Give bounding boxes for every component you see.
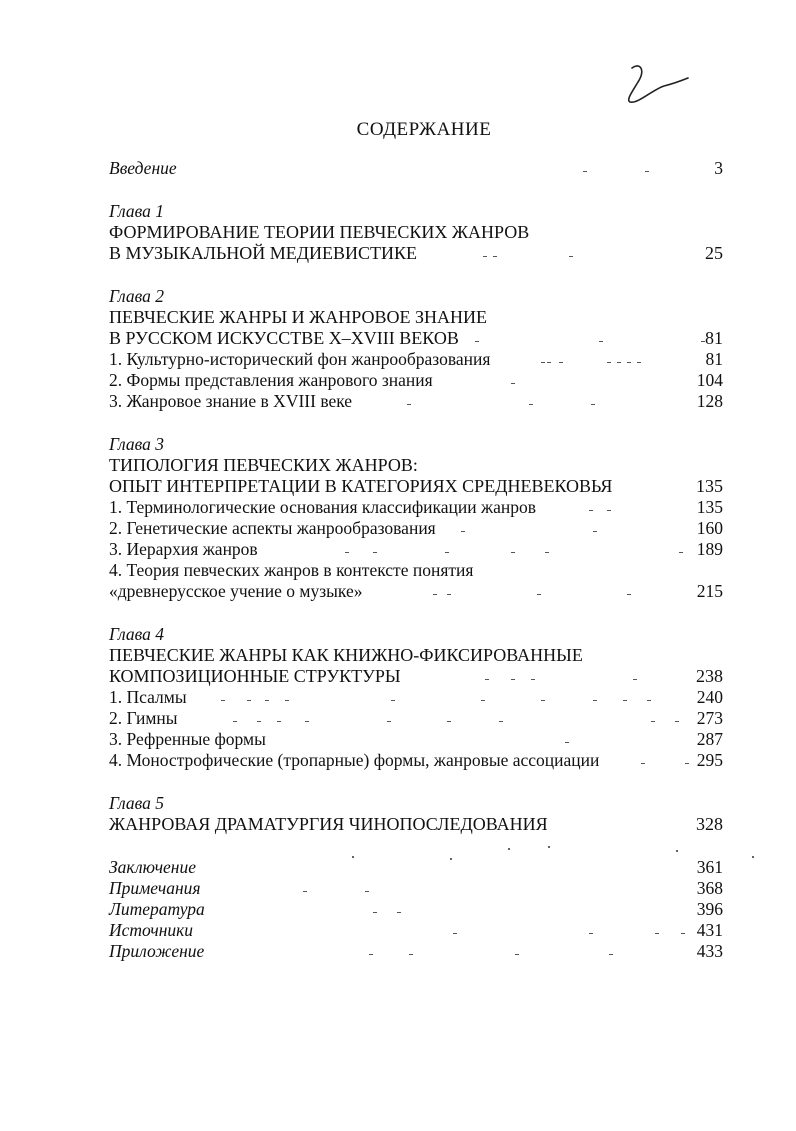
toc-entry-ch3-sec3[interactable]	[109, 539, 723, 560]
toc-entry-sources[interactable]	[109, 920, 723, 941]
ch2-title-line-2: В РУССКОМ ИСКУССТВЕ X–XVIII ВЕКОВ	[109, 328, 459, 348]
ch4-sec3-text: 3. Рефренные формы	[109, 729, 266, 749]
ch2-sec1-text: 1. Культурно-исторический фон жанрообразования	[109, 349, 491, 369]
scan-speck	[676, 850, 678, 852]
scan-speck	[548, 846, 550, 848]
page-title: СОДЕРЖАНИЕ	[356, 119, 492, 140]
ch2-label: Глава 2	[109, 286, 164, 306]
toc-entry-ch5[interactable]	[109, 814, 723, 835]
ch3-sec3-page: 189	[696, 539, 723, 559]
ch4-sec4-text: 4. Монострофические (тропарные) формы, жанровые ассоциации	[109, 750, 600, 770]
scan-speck	[752, 856, 754, 858]
ch4-page: 238	[696, 666, 723, 686]
ch4-label: Глава 4	[109, 624, 164, 644]
ch3-sec4-text-2: «древнерусское учение о музыке»	[109, 581, 363, 601]
notes-label: Примечания	[109, 878, 201, 898]
scan-speck	[352, 856, 354, 858]
appendix-label: Приложение	[109, 941, 205, 961]
toc-entry-ch3-sec1[interactable]	[109, 497, 723, 518]
toc-entry-ch1[interactable]	[109, 243, 723, 264]
literature-label: Литература	[109, 899, 205, 919]
ch3-sec2-text: 2. Генетические аспекты жанрообразования	[109, 518, 436, 538]
dot-leader	[641, 763, 691, 764]
dot-leader	[485, 679, 641, 680]
conclusion-label: Заключение	[109, 857, 197, 877]
ch1-page: 25	[705, 243, 723, 263]
dot-leader	[453, 933, 685, 934]
ch3-title-line-2: ОПЫТ ИНТЕРПРЕТАЦИИ В КАТЕГОРИЯХ СРЕДНЕВЕКОВЬЯ	[109, 476, 613, 496]
toc-entry-notes[interactable]	[109, 878, 723, 899]
toc-entry-conclusion[interactable]	[109, 857, 723, 878]
toc-entry-ch2[interactable]	[109, 328, 723, 349]
ch4-sec2-page: 273	[696, 708, 723, 728]
ch3-title-line-1[interactable]: ТИПОЛОГИЯ ПЕВЧЕСКИХ ЖАНРОВ:	[109, 455, 418, 475]
toc-entry-ch4-sec4[interactable]	[109, 750, 723, 771]
dot-leader	[433, 594, 633, 595]
ch4-sec1-page: 240	[696, 687, 723, 707]
toc-entry-ch4-sec1[interactable]	[109, 687, 723, 708]
ch3-sec2-page: 160	[696, 518, 723, 538]
dot-leader	[483, 256, 573, 257]
ch3-sec4-text[interactable]: 4. Теория певческих жанров в контексте понятия	[109, 560, 474, 580]
literature-page: 396	[696, 899, 723, 919]
toc-entry-ch4-sec3[interactable]	[109, 729, 723, 750]
dot-leader	[369, 954, 613, 955]
ch5-title-line-1: ЖАНРОВАЯ ДРАМАТУРГИЯ ЧИНОПОСЛЕДОВАНИЯ	[109, 814, 548, 834]
ch3-sec1-text: 1. Терминологические основания классификации жанров	[109, 497, 536, 517]
toc-entry-intro[interactable]	[109, 158, 723, 179]
notes-page: 368	[696, 878, 723, 898]
ch4-sec2-text: 2. Гимны	[109, 708, 178, 728]
toc-entry-appendix[interactable]	[109, 941, 723, 962]
ch1-title-line-2: В МУЗЫКАЛЬНОЙ МЕДИЕВИСТИКЕ	[109, 243, 418, 263]
handwritten-page-mark	[618, 60, 690, 110]
dot-leader	[233, 721, 679, 722]
ch2-sec1-page: 81	[705, 349, 723, 369]
ch5-page: 328	[696, 814, 723, 834]
ch3-sec1-page: 135	[696, 497, 723, 517]
appendix-page: 433	[696, 941, 723, 961]
ch3-label: Глава 3	[109, 434, 164, 454]
ch4-sec3-page: 287	[696, 729, 723, 749]
ch4-sec1-text: 1. Псалмы	[109, 687, 187, 707]
ch1-title-line-1[interactable]: ФОРМИРОВАНИЕ ТЕОРИИ ПЕВЧЕСКИХ ЖАНРОВ	[109, 222, 530, 242]
dot-leader	[407, 404, 597, 405]
dot-leader	[511, 383, 517, 384]
toc-entry-ch2-sec2[interactable]	[109, 370, 723, 391]
ch2-page: 81	[705, 328, 723, 348]
dot-leader	[565, 742, 571, 743]
dot-leader	[461, 531, 597, 532]
dot-leader	[303, 891, 371, 892]
dot-leader	[541, 362, 643, 363]
toc-entry-ch4-sec2[interactable]	[109, 708, 723, 729]
dot-leader	[345, 552, 685, 553]
ch3-sec3-text: 3. Иерархия жанров	[109, 539, 258, 559]
ch2-sec2-text: 2. Формы представления жанрового знания	[109, 370, 433, 390]
ch4-title-line-2: КОМПОЗИЦИОННЫЕ СТРУКТУРЫ	[109, 666, 401, 686]
ch2-sec2-page: 104	[696, 370, 723, 390]
scan-speck	[450, 858, 452, 860]
toc-entry-ch4[interactable]	[109, 666, 723, 687]
table-of-contents	[109, 158, 723, 962]
ch4-title-line-1[interactable]: ПЕВЧЕСКИЕ ЖАНРЫ КАК КНИЖНО-ФИКСИРОВАННЫЕ	[109, 645, 583, 665]
scan-speck	[508, 848, 510, 850]
sources-label: Источники	[109, 920, 194, 940]
ch4-sec4-page: 295	[696, 750, 723, 770]
conclusion-page: 361	[696, 857, 723, 877]
ch3-page: 135	[696, 476, 723, 496]
dot-leader	[589, 510, 613, 511]
ch2-title-line-1[interactable]: ПЕВЧЕСКИЕ ЖАНРЫ И ЖАНРОВОЕ ЗНАНИЕ	[109, 307, 487, 327]
ch2-sec3-text: 3. Жанровое знание в XVIII веке	[109, 391, 353, 411]
toc-entry-ch3-sec2[interactable]	[109, 518, 723, 539]
dot-leader	[373, 912, 403, 913]
toc-entry-literature[interactable]	[109, 899, 723, 920]
ch5-label: Глава 5	[109, 793, 164, 813]
ch3-sec4-page: 215	[696, 581, 723, 601]
ch2-sec3-page: 128	[696, 391, 723, 411]
sources-page: 431	[696, 920, 723, 940]
ch1-label: Глава 1	[109, 201, 164, 221]
intro-label: Введение	[109, 158, 177, 178]
toc-entry-ch2-sec1[interactable]	[109, 349, 723, 370]
toc-entry-ch3-sec4[interactable]	[109, 581, 723, 602]
toc-entry-ch3[interactable]	[109, 476, 723, 497]
dot-leader	[475, 341, 705, 342]
intro-page: 3	[714, 158, 723, 178]
toc-entry-ch2-sec3[interactable]	[109, 391, 723, 412]
dot-leader	[583, 171, 653, 172]
dot-leader	[221, 700, 651, 701]
